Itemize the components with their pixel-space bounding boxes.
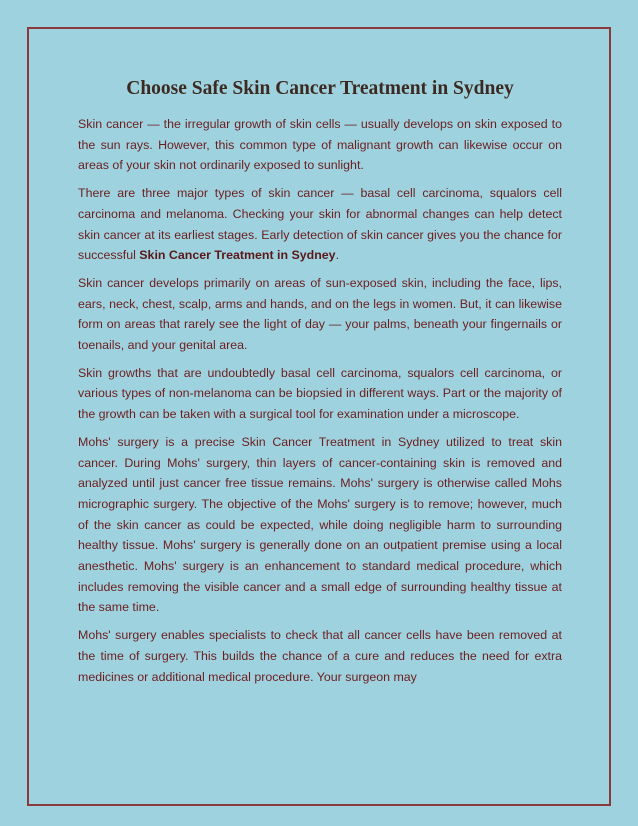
paragraph-5: Mohs' surgery is a precise Skin Cancer Treatment in Sydney utilized to treat skin cancer. During Mohs' surgery, thin layers of cancer-containing skin is removed and analyzed until just cancer free tissue remains. Mohs' surgery is otherwise called Mohs micrographic surgery. The objective of the Mohs' surgery is to remove; however, much of the skin cancer as could be expected, while doing negligible harm to surrounding healthy tissue. Mohs' surgery is generally done on an outpatient premise using a local anesthetic. Mohs' surgery is an enhancement to standard medical procedure, which includes removing the visible cancer and a small edge of surrounding healthy tissue at the same time.	[78, 434, 562, 615]
paragraph-4: Skin growths that are undoubtedly basal cell carcinoma, squalors cell carcinoma, or various types of non-melanoma can be biopsied in different ways. Part or the majority of the growth can be taken with a surgical tool for examination under a microscope.	[78, 365, 562, 422]
paragraph-2	[78, 183, 562, 266]
paragraph-3: Skin cancer develops primarily on areas of sun-exposed skin, including the face, lips, ears, neck, chest, scalp, arms and hands, and on the legs in women. But, it can likewise form on areas that rarely see the light of day — your palms, beneath your fingernails or toenails, and your genital area.	[78, 275, 562, 353]
document-body	[78, 76, 562, 694]
paragraph-1: Skin cancer — the irregular growth of skin cells — usually develops on skin exposed to the sun rays. However, this common type of malignant growth can likewise occur on areas of your skin not ordinarily exposed to sunlight.	[78, 117, 562, 173]
paragraph-6: Mohs' surgery enables specialists to check that all cancer cells have been removed at the time of surgery. This builds the chance of a cure and reduces the need for extra medicines or additional medical procedure. Your surgeon may	[78, 628, 562, 684]
paragraph-2-text: There are three major types of skin cancer — basal cell carcinoma, squalors cell carcinoma and melanoma. Checking your skin for abnormal changes can help detect skin cancer at its earliest stages. Early detection of skin cancer gives you the chance for successful	[78, 186, 562, 263]
paragraph-2-bold-phrase: Skin Cancer Treatment in Sydney	[139, 248, 336, 263]
document-title: Choose Safe Skin Cancer Treatment in Sydney	[126, 78, 514, 99]
paragraph-2-end: .	[335, 248, 340, 263]
